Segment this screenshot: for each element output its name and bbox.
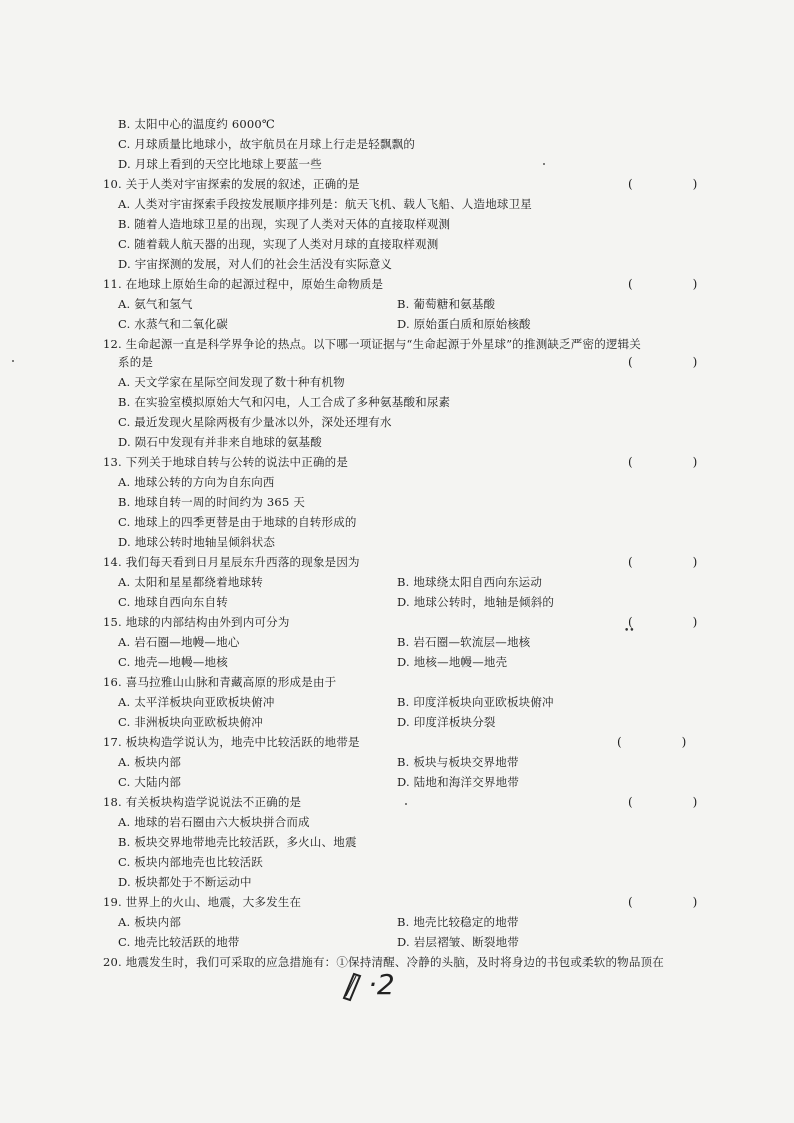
text-line: C. 地球上的四季更替是由于地球的自转形成的 (118, 515, 357, 529)
text-line: A. 人类对宇宙探索手段按发展顺序排列是：航天飞机、载人飞船、人造地球卫星 (118, 197, 533, 211)
text-line: 19. 世界上的火山、地震，大多发生在 (103, 895, 302, 909)
text-line: C. 随着载人航天器的出现，实现了人类对月球的直接取样观测 (118, 237, 439, 251)
text-line: B. 地壳比较稳定的地带 (397, 915, 519, 929)
handwritten-page-number (338, 968, 438, 1004)
text-line: A. 氨气和氢气 (118, 297, 193, 311)
text-line: B. 随着人造地球卫星的出现，实现了人类对天体的直接取样观测 (118, 217, 451, 231)
text-line: B. 在实验室模拟原始大气和闪电，人工合成了多种氨基酸和尿素 (118, 395, 451, 409)
answer-bracket: ( ) (628, 895, 722, 909)
text-line: C. 月球质量比地球小，故宇航员在月球上行走是轻飘飘的 (118, 137, 416, 151)
answer-bracket: ( ) (628, 615, 722, 629)
text-line: D. 地核—地幔—地壳 (397, 655, 508, 669)
scan-speck (405, 803, 407, 805)
scan-speck (12, 360, 14, 362)
text-line: 系的是 (118, 355, 154, 369)
handwritten-pen-mark-icon (338, 968, 368, 1004)
text-line: 20. 地震发生时，我们可采取的应急措施有：①保持清醒、冷静的头脑，及时将身边的书包或柔软的物品顶在 (103, 955, 664, 969)
text-line: C. 地壳—地幔—地核 (118, 655, 228, 669)
text-line: B. 岩石圈—软流层—地核 (397, 635, 531, 649)
stray-mark: •• (624, 626, 635, 636)
text-line: D. 地球公转时地轴呈倾斜状态 (118, 535, 276, 549)
text-line: C. 地球自西向东自转 (118, 595, 228, 609)
text-line: 12. 生命起源一直是科学界争论的热点。以下哪一项证据与“生命起源于外星球”的推测缺乏严密的逻辑关 (103, 337, 641, 351)
text-line: C. 最近发现火星除两极有少量冰以外，深处还埋有水 (118, 415, 392, 429)
text-line: A. 太平洋板块向亚欧板块俯冲 (118, 695, 275, 709)
text-line: B. 板块交界地带地壳比较活跃，多火山、地震 (118, 835, 357, 849)
page-number: ·2 (368, 968, 395, 1001)
text-line: 18. 有关板块构造学说说法不正确的是 (103, 795, 302, 809)
text-line: D. 原始蛋白质和原始核酸 (397, 317, 531, 331)
answer-bracket: ( ) (628, 277, 722, 291)
answer-bracket: ( ) (628, 795, 722, 809)
text-line: 17. 板块构造学说认为，地壳中比较活跃的地带是 (103, 735, 360, 749)
answer-bracket: ( ) (628, 555, 722, 569)
text-line: B. 印度洋板块向亚欧板块俯冲 (397, 695, 554, 709)
text-line: A. 天文学家在星际空间发现了数十种有机物 (118, 375, 345, 389)
text-line: B. 地球自转一周的时间约为 365 天 (118, 495, 306, 509)
text-line: A. 岩石圈—地幔—地心 (118, 635, 240, 649)
text-line: D. 印度洋板块分裂 (397, 715, 496, 729)
scan-speck (543, 163, 545, 165)
text-line: A. 地球公转的方向为自东向西 (118, 475, 275, 489)
text-line: A. 板块内部 (118, 915, 182, 929)
text-line: 14. 我们每天看到日月星辰东升西落的现象是因为 (103, 555, 360, 569)
text-line: 10. 关于人类对宇宙探索的发展的叙述，正确的是 (103, 177, 360, 191)
text-line: C. 非洲板块向亚欧板块俯冲 (118, 715, 263, 729)
text-line: D. 板块都处于不断运动中 (118, 875, 252, 889)
text-line: A. 地球的岩石圈由六大板块拼合而成 (118, 815, 310, 829)
text-line: D. 宇宙探测的发展，对人们的社会生活没有实际意义 (118, 257, 393, 271)
text-line: D. 月球上看到的天空比地球上要蓝一些 (118, 157, 322, 171)
answer-bracket: ( ) (628, 455, 722, 469)
text-line: C. 水蒸气和二氧化碳 (118, 317, 228, 331)
answer-bracket: ( ) (628, 177, 722, 191)
text-line: C. 板块内部地壳也比较活跃 (118, 855, 263, 869)
text-line: A. 板块内部 (118, 755, 182, 769)
text-line: B. 葡萄糖和氨基酸 (397, 297, 496, 311)
text-line: 15. 地球的内部结构由外到内可分为 (103, 615, 290, 629)
text-line: 16. 喜马拉雅山山脉和青藏高原的形成是由于 (103, 675, 337, 689)
text-line: D. 岩层褶皱、断裂地带 (397, 935, 520, 949)
text-line: 13. 下列关于地球自转与公转的说法中正确的是 (103, 455, 349, 469)
text-line: D. 陨石中发现有并非来自地球的氨基酸 (118, 435, 322, 449)
text-line: B. 太阳中心的温度约 6000℃ (118, 117, 275, 131)
text-line: C. 地壳比较活跃的地带 (118, 935, 240, 949)
text-line: D. 地球公转时，地轴是倾斜的 (397, 595, 555, 609)
text-line: B. 板块与板块交界地带 (397, 755, 519, 769)
text-line: B. 地球绕太阳自西向东运动 (397, 575, 543, 589)
answer-bracket: ( ) (628, 355, 722, 369)
text-line: A. 太阳和星星都绕着地球转 (118, 575, 263, 589)
text-line: C. 大陆内部 (118, 775, 182, 789)
answer-bracket: ( ) (617, 735, 711, 749)
text-line: D. 陆地和海洋交界地带 (397, 775, 520, 789)
text-line: 11. 在地球上原始生命的起源过程中，原始生命物质是 (103, 277, 384, 291)
